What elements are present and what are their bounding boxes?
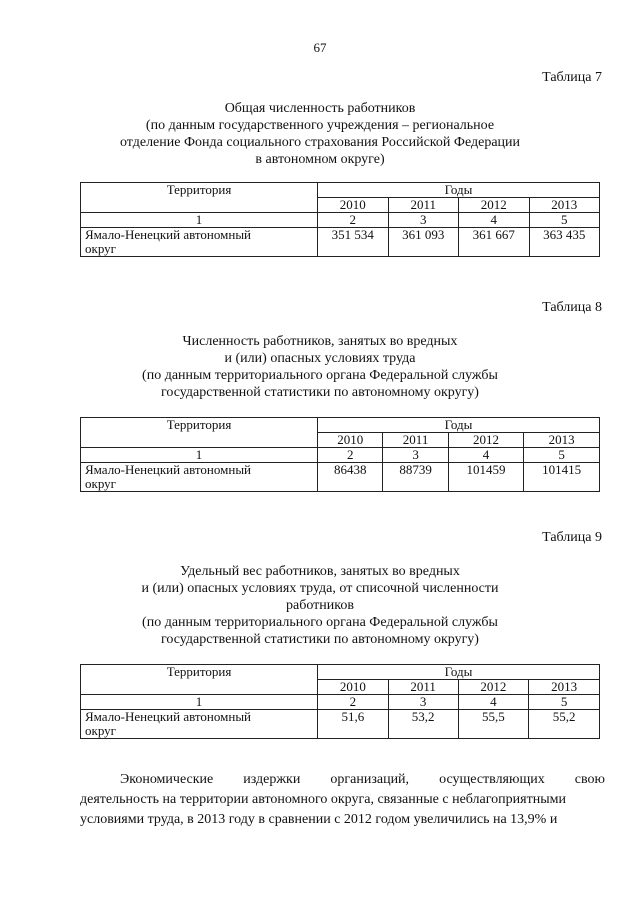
col-number: 1 xyxy=(81,213,318,228)
value-cell: 363 435 xyxy=(529,228,600,257)
caption-line: отделение Фонда социального страхования Российской Федерации xyxy=(119,135,521,150)
region-line: Ямало-Ненецкий автономный xyxy=(85,462,252,477)
caption-line: (по данным государственного учреждения – региональное xyxy=(145,118,495,133)
region-line: Ямало-Ненецкий автономный xyxy=(85,227,252,242)
year-cell: 2013 xyxy=(529,198,600,213)
table-row xyxy=(81,228,600,257)
header-years: Годы xyxy=(318,418,600,433)
value-cell: 53,2 xyxy=(388,710,458,739)
value-cell: 101415 xyxy=(524,463,600,492)
caption-line: работников xyxy=(286,598,354,613)
region-line: округ xyxy=(85,476,116,491)
value-cell: 55,2 xyxy=(529,710,600,739)
word: издержки xyxy=(243,772,301,787)
col-number: 3 xyxy=(383,448,448,463)
word: осуществляющих xyxy=(439,772,545,787)
region-line: Ямало-Ненецкий автономный xyxy=(85,709,252,724)
value-cell: 351 534 xyxy=(318,228,389,257)
caption-line: и (или) опасных условиях труда xyxy=(224,351,416,366)
year-cell: 2010 xyxy=(318,433,383,448)
table-8-caption xyxy=(80,333,560,401)
col-number: 2 xyxy=(318,448,383,463)
table-7-caption xyxy=(80,100,560,168)
paragraph-line: деятельность на территории автономного округа, связанные с неблагоприятными xyxy=(80,792,566,807)
paragraph-line xyxy=(80,770,605,790)
word: Экономические xyxy=(120,772,214,787)
region-name xyxy=(81,228,318,257)
col-number: 4 xyxy=(458,695,529,710)
col-number: 3 xyxy=(388,213,459,228)
table-7 xyxy=(80,182,600,257)
value-cell: 55,5 xyxy=(458,710,529,739)
year-cell: 2011 xyxy=(388,680,458,695)
year-cell: 2010 xyxy=(318,680,389,695)
table-9-caption xyxy=(80,563,560,648)
year-cell: 2013 xyxy=(524,433,600,448)
value-cell: 361 093 xyxy=(388,228,459,257)
col-number: 4 xyxy=(459,213,530,228)
table-7-label: Таблица 7 xyxy=(542,70,602,85)
region-name xyxy=(81,710,318,739)
caption-line: в автономном округе) xyxy=(255,152,385,167)
table-row xyxy=(81,463,600,492)
header-years: Годы xyxy=(318,665,600,680)
table-9-label: Таблица 9 xyxy=(542,530,602,545)
header-territory: Территория xyxy=(81,183,318,213)
col-number: 4 xyxy=(448,448,524,463)
table-8-label: Таблица 8 xyxy=(542,300,602,315)
col-number: 1 xyxy=(81,695,318,710)
col-number: 1 xyxy=(81,448,318,463)
col-number: 5 xyxy=(529,213,600,228)
year-cell: 2011 xyxy=(383,433,448,448)
value-cell: 88739 xyxy=(383,463,448,492)
year-cell: 2013 xyxy=(529,680,600,695)
year-cell: 2010 xyxy=(318,198,389,213)
year-cell: 2011 xyxy=(388,198,459,213)
col-number: 5 xyxy=(524,448,600,463)
caption-line: Численность работников, занятых во вредных xyxy=(182,334,458,349)
header-years: Годы xyxy=(318,183,600,198)
caption-line: (по данным территориального органа Федеральной службы xyxy=(142,368,498,383)
value-cell: 361 667 xyxy=(459,228,530,257)
col-number: 5 xyxy=(529,695,600,710)
page-number: 67 xyxy=(313,40,327,55)
paragraph-line: условиями труда, в 2013 году в сравнении с 2012 годом увеличились на 13,9% и xyxy=(80,812,558,827)
caption-line: Удельный вес работников, занятых во вредных xyxy=(180,564,460,579)
header-territory: Территория xyxy=(81,418,318,448)
year-cell: 2012 xyxy=(459,198,530,213)
word: организаций, xyxy=(330,772,410,787)
col-number: 2 xyxy=(318,695,389,710)
value-cell: 101459 xyxy=(448,463,524,492)
table-8 xyxy=(80,417,600,492)
year-cell: 2012 xyxy=(448,433,524,448)
header-territory: Территория xyxy=(81,665,318,695)
col-number: 2 xyxy=(318,213,389,228)
value-cell: 86438 xyxy=(318,463,383,492)
region-line: округ xyxy=(85,723,116,738)
caption-line: государственной статистики по автономному округу) xyxy=(161,385,479,400)
table-row xyxy=(81,710,600,739)
region-name xyxy=(81,463,318,492)
caption-line: Общая численность работников xyxy=(224,101,416,116)
col-number: 3 xyxy=(388,695,458,710)
word: свою xyxy=(574,772,605,787)
caption-line: и (или) опасных условиях труда, от списочной численности xyxy=(141,581,499,596)
table-9 xyxy=(80,664,600,739)
caption-line: (по данным территориального органа Федеральной службы xyxy=(142,615,498,630)
value-cell: 51,6 xyxy=(318,710,389,739)
caption-line: государственной статистики по автономному округу) xyxy=(161,632,479,647)
region-line: округ xyxy=(85,241,116,256)
body-paragraph xyxy=(80,770,605,830)
year-cell: 2012 xyxy=(458,680,529,695)
